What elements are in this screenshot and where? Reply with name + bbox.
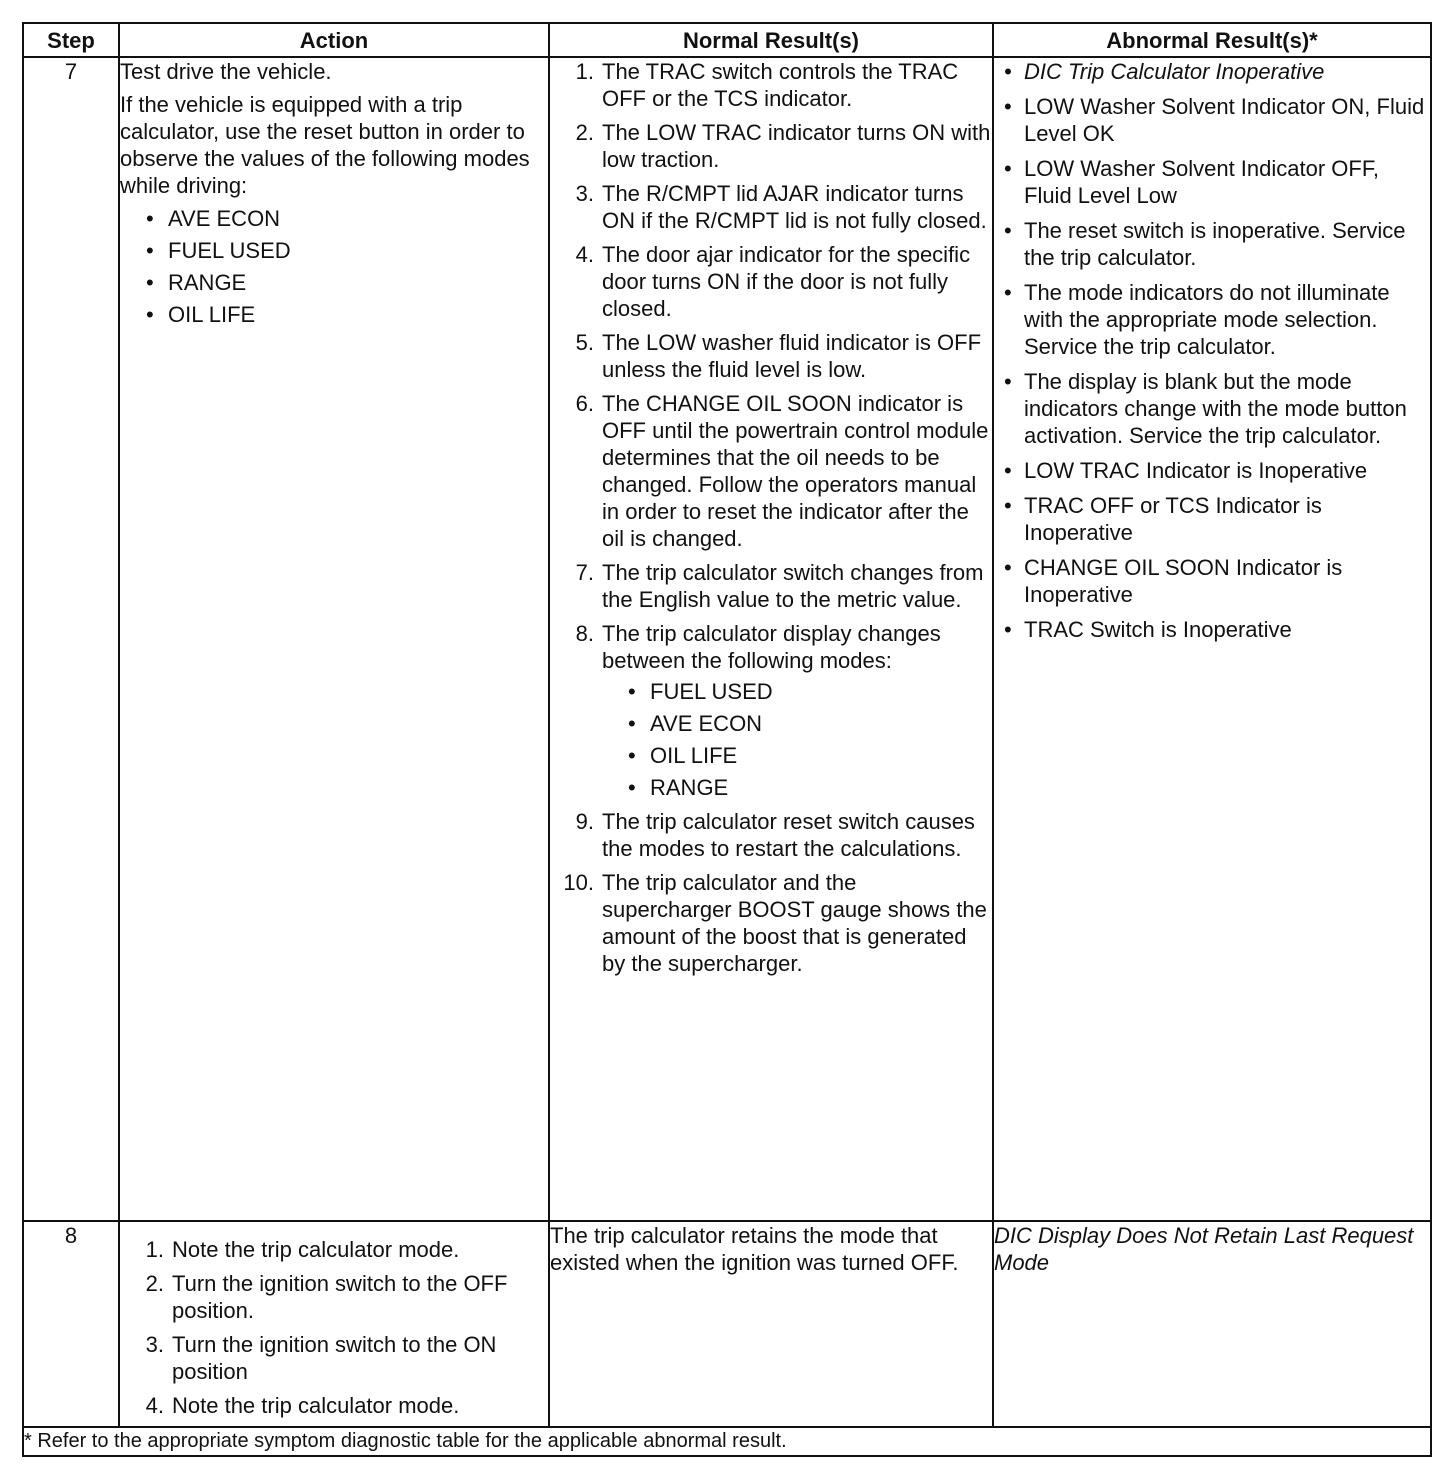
action-cell <box>119 57 549 1221</box>
header-abnormal-results: Abnormal Result(s)* <box>993 23 1431 57</box>
list-item: 4. Note the trip calculator mode. <box>145 1393 460 1418</box>
list-item: • AVE ECON <box>626 710 992 737</box>
list-item: • RANGE <box>626 774 992 801</box>
list-item: • LOW Washer Solvent Indicator ON, Fluid Level OK <box>994 93 1430 147</box>
list-item: 3. Turn the ignition switch to the ON position <box>145 1332 497 1384</box>
list-item: • FUEL USED <box>626 678 992 705</box>
abnormal-result-text: DIC Display Does Not Retain Last Request Mode <box>994 1223 1414 1275</box>
abnormal-results-cell <box>993 1221 1431 1427</box>
list-item: • The mode indicators do not illuminate with the appropriate mode selection. Service the trip calculator. <box>994 279 1430 360</box>
list-item: 3. The R/CMPT lid AJAR indicator turns ON if the R/CMPT lid is not fully closed. <box>575 181 987 233</box>
abnormal-results-cell <box>993 57 1431 1221</box>
footnote-row <box>23 1427 1431 1456</box>
action-steps-list <box>120 1236 548 1419</box>
list-item: • AVE ECON <box>144 205 548 232</box>
abnormal-results-list <box>994 58 1430 643</box>
normal-result-text: The trip calculator retains the mode that existed when the ignition was turned OFF. <box>550 1223 959 1275</box>
list-item: 8. The trip calculator display changes between the following modes: • FUEL USED • AVE ECON • OIL LIFE • RANGE <box>550 620 992 801</box>
list-item: • DIC Trip Calculator Inoperative <box>994 58 1430 85</box>
list-item: • The display is blank but the mode indicators change with the mode button activation. Service the trip calculator. <box>994 368 1430 449</box>
table-row-step-7 <box>23 57 1431 1221</box>
list-item: 6. The CHANGE OIL SOON indicator is OFF until the powertrain control module determines that the oil needs to be changed. Follow the operators manual in order to reset the indicator after the oil is changed. <box>575 391 989 551</box>
step-number: 7 <box>23 57 119 1221</box>
list-item: 4. The door ajar indicator for the specific door turns ON if the door is not fully closed. <box>575 242 971 321</box>
list-item: • OIL LIFE <box>144 301 548 328</box>
list-item: 2. Turn the ignition switch to the OFF position. <box>145 1271 508 1323</box>
list-item: 10. The trip calculator and the supercharger BOOST gauge shows the amount of the boost that is generated by the supercharger. <box>563 870 987 976</box>
list-item: • RANGE <box>144 269 548 296</box>
list-item: • OIL LIFE <box>626 742 992 769</box>
action-intro: Test drive the vehicle. <box>120 59 332 84</box>
list-item: • The reset switch is inoperative. Service the trip calculator. <box>994 217 1430 271</box>
list-item: • TRAC OFF or TCS Indicator is Inoperative <box>994 492 1430 546</box>
list-item: • CHANGE OIL SOON Indicator is Inoperative <box>994 554 1430 608</box>
normal-results-cell <box>549 1221 993 1427</box>
header-normal-results: Normal Result(s) <box>549 23 993 57</box>
display-mode-list <box>626 678 992 801</box>
list-item: 7. The trip calculator switch changes from the English value to the metric value. <box>575 560 984 612</box>
action-mode-list <box>144 205 548 328</box>
step-number: 8 <box>23 1221 119 1427</box>
table-row-step-8 <box>23 1221 1431 1427</box>
list-item: 5. The LOW washer fluid indicator is OFF unless the fluid level is low. <box>575 330 982 382</box>
diagnostic-table <box>22 22 1432 1457</box>
header-action: Action <box>119 23 549 57</box>
list-item: • TRAC Switch is Inoperative <box>994 616 1430 643</box>
normal-results-list <box>550 58 992 977</box>
header-row <box>23 23 1431 57</box>
list-item: 1. Note the trip calculator mode. <box>145 1237 460 1262</box>
list-item: 2. The LOW TRAC indicator turns ON with low traction. <box>575 120 991 172</box>
list-item: • LOW Washer Solvent Indicator OFF, Fluid Level Low <box>994 155 1430 209</box>
footnote: * Refer to the appropriate symptom diagnostic table for the applicable abnormal result. <box>23 1427 1431 1456</box>
list-item: • LOW TRAC Indicator is Inoperative <box>994 457 1430 484</box>
list-item: 1. The TRAC switch controls the TRAC OFF or the TCS indicator. <box>575 59 959 111</box>
list-item: • FUEL USED <box>144 237 548 264</box>
action-detail: If the vehicle is equipped with a trip calculator, use the reset button in order to observe the values of the following modes while driving: <box>120 92 530 198</box>
action-cell <box>119 1221 549 1427</box>
header-step: Step <box>23 23 119 57</box>
normal-results-cell <box>549 57 993 1221</box>
list-item: 9. The trip calculator reset switch causes the modes to restart the calculations. <box>575 809 975 861</box>
